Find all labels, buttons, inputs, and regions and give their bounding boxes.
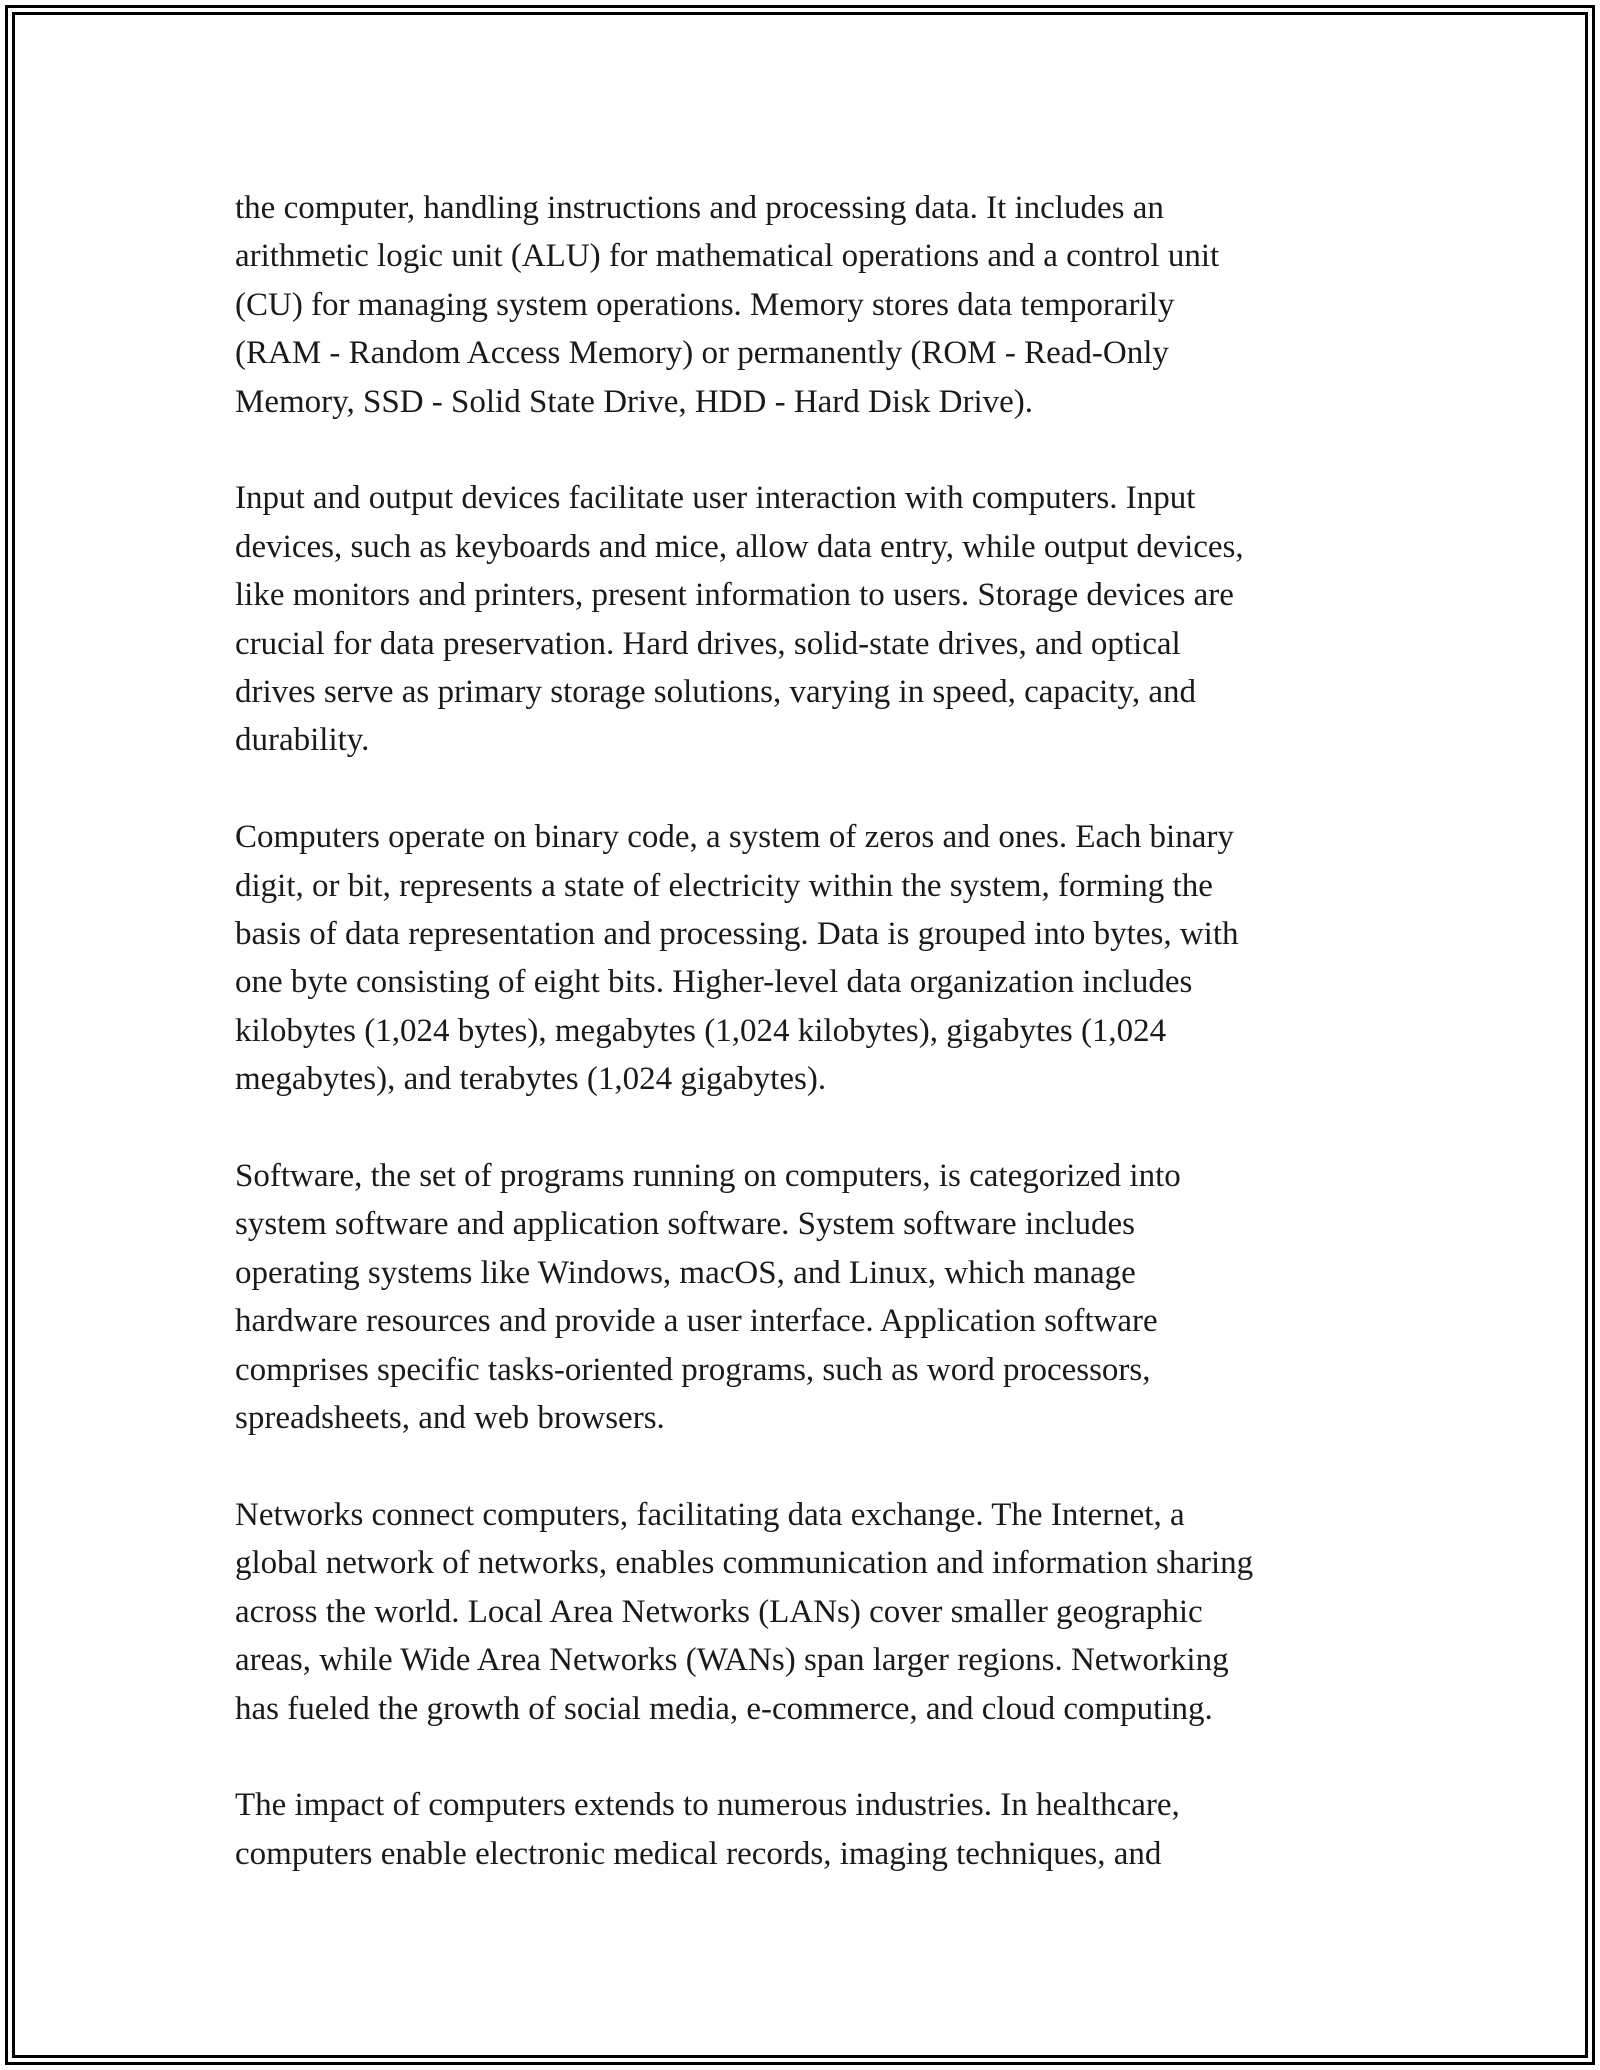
text-line: kilobytes (1,024 bytes), megabytes (1,024 kilobytes), gigabytes (1,024 — [235, 1012, 1167, 1049]
paragraph-impact — [235, 1781, 1385, 1878]
text-line: the computer, handling instructions and processing data. It includes an — [235, 190, 1164, 226]
text-line: across the world. Local Area Networks (LANs) cover smaller geographic — [235, 1593, 1203, 1630]
text-line: durability. — [235, 722, 370, 759]
text-line: like monitors and printers, present information to users. Storage devices are — [235, 577, 1234, 614]
text-line: has fueled the growth of social media, e-commerce, and cloud computing. — [235, 1690, 1213, 1727]
text-line: operating systems like Windows, macOS, and Linux, which manage — [235, 1254, 1136, 1291]
text-line: system software and application software. System software includes — [235, 1206, 1135, 1243]
text-line: (RAM - Random Access Memory) or permanently (ROM - Read-Only — [235, 335, 1169, 372]
text-line: Networks connect computers, facilitating data exchange. The Internet, a — [235, 1496, 1185, 1533]
text-line: global network of networks, enables communication and information sharing — [235, 1545, 1254, 1582]
text-line: comprises specific tasks-oriented programs, such as word processors, — [235, 1351, 1151, 1388]
text-line: computers enable electronic medical records, imaging techniques, and — [235, 1835, 1162, 1872]
text-line: Software, the set of programs running on computers, is categorized into — [235, 1158, 1181, 1195]
text-line: devices, such as keyboards and mice, allow data entry, while output devices, — [235, 528, 1244, 565]
text-line: Memory, SSD - Solid State Drive, HDD - Hard Disk Drive). — [235, 383, 1034, 420]
paragraph-software — [235, 1152, 1385, 1442]
text-line: crucial for data preservation. Hard drives, solid-state drives, and optical — [235, 625, 1181, 662]
text-line: (CU) for managing system operations. Memory stores data temporarily — [235, 286, 1175, 323]
document-body — [235, 184, 1385, 1878]
text-line: spreadsheets, and web browsers. — [235, 1400, 665, 1437]
text-line: arithmetic logic unit (ALU) for mathematical operations and a control unit — [235, 238, 1220, 275]
text-line: Input and output devices facilitate user interaction with computers. Input — [235, 480, 1196, 517]
text-line: basis of data representation and processing. Data is grouped into bytes, with — [235, 916, 1239, 953]
text-line: Computers operate on binary code, a system of zeros and ones. Each binary — [235, 819, 1234, 856]
text-line: hardware resources and provide a user interface. Application software — [235, 1303, 1158, 1340]
paragraph-memory — [235, 184, 1385, 426]
paragraph-io-devices — [235, 474, 1385, 764]
text-line: digit, or bit, represents a state of electricity within the system, forming the — [235, 867, 1213, 904]
paragraph-networks — [235, 1491, 1385, 1733]
text-line: one byte consisting of eight bits. Higher-level data organization includes — [235, 964, 1193, 1001]
text-line: The impact of computers extends to numerous industries. In healthcare, — [235, 1787, 1180, 1824]
paragraph-binary — [235, 813, 1385, 1103]
text-line: drives serve as primary storage solutions, varying in speed, capacity, and — [235, 674, 1196, 711]
text-line: areas, while Wide Area Networks (WANs) span larger regions. Networking — [235, 1642, 1229, 1679]
text-line: megabytes), and terabytes (1,024 gigabytes). — [235, 1061, 827, 1098]
